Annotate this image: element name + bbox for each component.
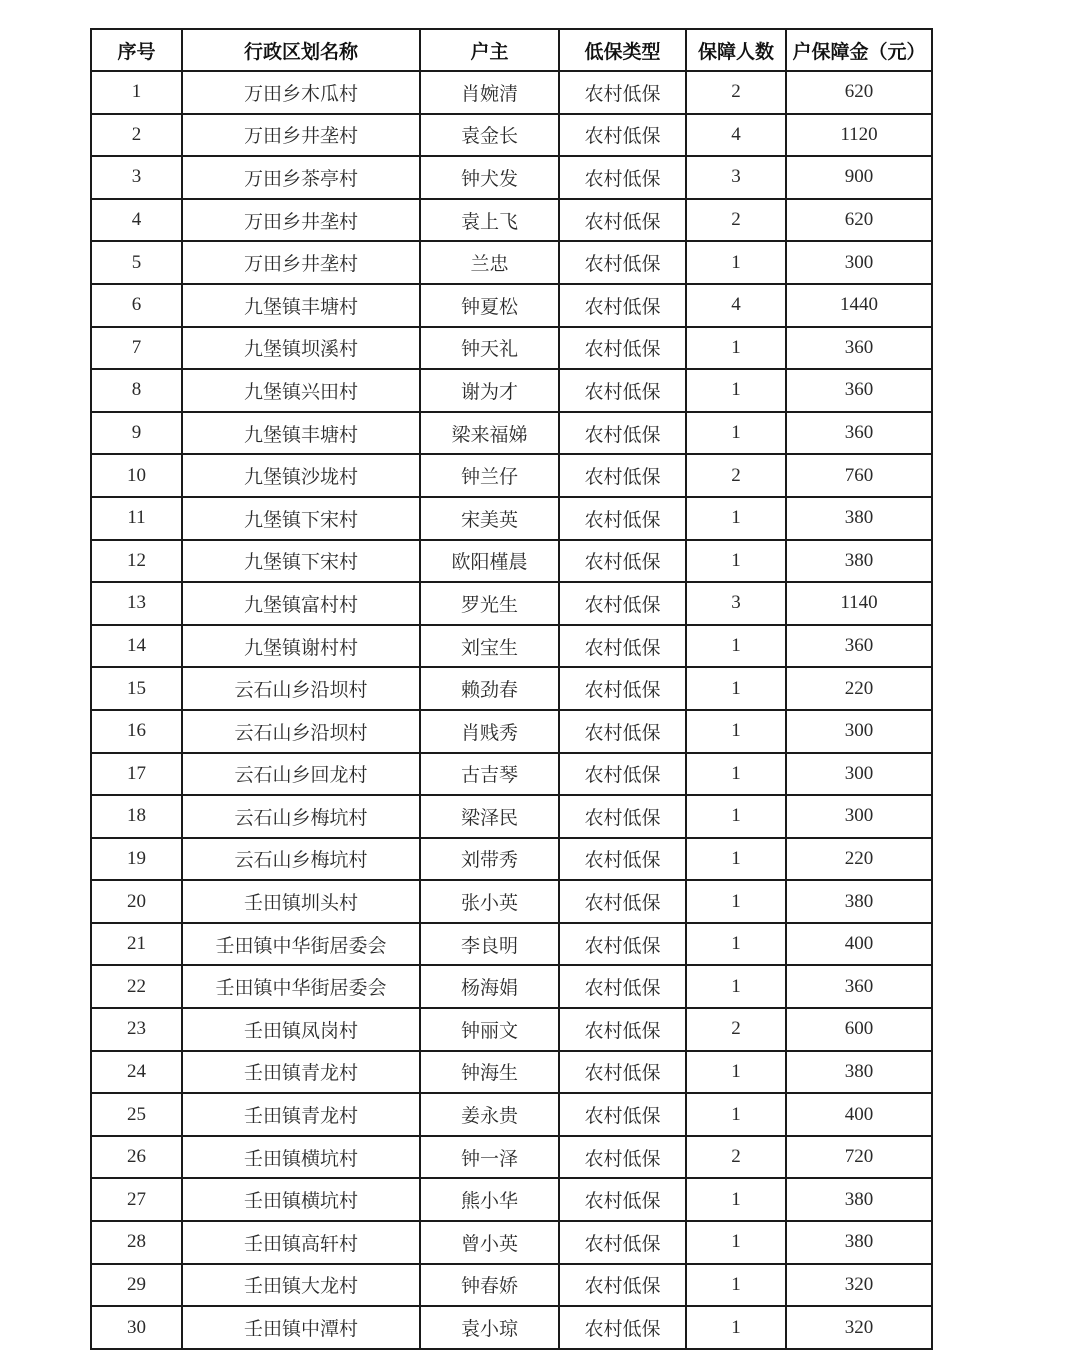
table-row [91, 795, 932, 838]
cell-covered-persons: 1 [686, 795, 786, 838]
cell-serial-number: 30 [91, 1306, 182, 1349]
cell-household-head: 钟一泽 [420, 1136, 559, 1179]
cell-serial-number: 20 [91, 880, 182, 923]
cell-admin-division: 壬田镇青龙村 [182, 1051, 420, 1094]
header-serial-number: 序号 [91, 29, 182, 71]
cell-household-amount: 300 [786, 241, 932, 284]
cell-household-amount: 400 [786, 923, 932, 966]
cell-household-head: 刘带秀 [420, 838, 559, 881]
table-row [91, 199, 932, 242]
cell-subsidy-type: 农村低保 [559, 412, 686, 455]
cell-covered-persons: 3 [686, 156, 786, 199]
cell-admin-division: 万田乡井垄村 [182, 199, 420, 242]
cell-household-amount: 220 [786, 838, 932, 881]
cell-covered-persons: 1 [686, 540, 786, 583]
cell-household-amount: 380 [786, 497, 932, 540]
cell-household-head: 李良明 [420, 923, 559, 966]
cell-subsidy-type: 农村低保 [559, 1093, 686, 1136]
cell-covered-persons: 1 [686, 1178, 786, 1221]
cell-household-head: 袁金长 [420, 114, 559, 157]
table-row [91, 1136, 932, 1179]
cell-serial-number: 12 [91, 540, 182, 583]
table-row [91, 1264, 932, 1307]
cell-serial-number: 29 [91, 1264, 182, 1307]
table-row [91, 1306, 932, 1349]
cell-covered-persons: 1 [686, 1306, 786, 1349]
cell-subsidy-type: 农村低保 [559, 667, 686, 710]
table-row [91, 1178, 932, 1221]
subsidy-table [90, 28, 933, 1350]
table-row [91, 1093, 932, 1136]
cell-household-head: 姜永贵 [420, 1093, 559, 1136]
cell-covered-persons: 1 [686, 327, 786, 370]
cell-covered-persons: 4 [686, 284, 786, 327]
cell-admin-division: 壬田镇青龙村 [182, 1093, 420, 1136]
cell-household-head: 钟海生 [420, 1051, 559, 1094]
cell-subsidy-type: 农村低保 [559, 71, 686, 114]
cell-covered-persons: 3 [686, 582, 786, 625]
cell-subsidy-type: 农村低保 [559, 710, 686, 753]
cell-covered-persons: 1 [686, 965, 786, 1008]
cell-subsidy-type: 农村低保 [559, 454, 686, 497]
cell-household-head: 肖贱秀 [420, 710, 559, 753]
cell-subsidy-type: 农村低保 [559, 880, 686, 923]
cell-household-head: 钟天礼 [420, 327, 559, 370]
table-row [91, 923, 932, 966]
cell-household-amount: 360 [786, 327, 932, 370]
cell-covered-persons: 2 [686, 454, 786, 497]
cell-covered-persons: 1 [686, 1264, 786, 1307]
cell-household-amount: 380 [786, 540, 932, 583]
cell-admin-division: 壬田镇凤岗村 [182, 1008, 420, 1051]
cell-serial-number: 26 [91, 1136, 182, 1179]
cell-serial-number: 6 [91, 284, 182, 327]
table-row [91, 284, 932, 327]
cell-serial-number: 4 [91, 199, 182, 242]
cell-subsidy-type: 农村低保 [559, 1051, 686, 1094]
cell-admin-division: 云石山乡梅坑村 [182, 795, 420, 838]
cell-household-head: 钟犬发 [420, 156, 559, 199]
table-body [91, 71, 932, 1349]
cell-household-head: 曾小英 [420, 1221, 559, 1264]
cell-subsidy-type: 农村低保 [559, 582, 686, 625]
cell-household-head: 罗光生 [420, 582, 559, 625]
cell-serial-number: 15 [91, 667, 182, 710]
cell-serial-number: 11 [91, 497, 182, 540]
cell-household-head: 钟丽文 [420, 1008, 559, 1051]
cell-serial-number: 19 [91, 838, 182, 881]
cell-subsidy-type: 农村低保 [559, 1221, 686, 1264]
cell-serial-number: 27 [91, 1178, 182, 1221]
cell-admin-division: 九堡镇下宋村 [182, 540, 420, 583]
cell-admin-division: 壬田镇中华街居委会 [182, 923, 420, 966]
cell-covered-persons: 1 [686, 1051, 786, 1094]
cell-subsidy-type: 农村低保 [559, 625, 686, 668]
cell-subsidy-type: 农村低保 [559, 497, 686, 540]
cell-subsidy-type: 农村低保 [559, 838, 686, 881]
cell-covered-persons: 1 [686, 412, 786, 455]
header-household-head: 户主 [420, 29, 559, 71]
cell-household-amount: 380 [786, 880, 932, 923]
cell-serial-number: 25 [91, 1093, 182, 1136]
table-row [91, 667, 932, 710]
cell-covered-persons: 1 [686, 880, 786, 923]
cell-serial-number: 9 [91, 412, 182, 455]
cell-household-amount: 380 [786, 1178, 932, 1221]
table-row [91, 1051, 932, 1094]
table-row [91, 540, 932, 583]
table-row [91, 454, 932, 497]
header-covered-persons: 保障人数 [686, 29, 786, 71]
cell-admin-division: 九堡镇丰塘村 [182, 412, 420, 455]
header-admin-division: 行政区划名称 [182, 29, 420, 71]
cell-household-amount: 360 [786, 369, 932, 412]
cell-covered-persons: 2 [686, 71, 786, 114]
cell-admin-division: 万田乡木瓜村 [182, 71, 420, 114]
cell-serial-number: 8 [91, 369, 182, 412]
cell-admin-division: 壬田镇高轩村 [182, 1221, 420, 1264]
cell-household-amount: 360 [786, 625, 932, 668]
cell-household-amount: 360 [786, 965, 932, 1008]
cell-admin-division: 万田乡井垄村 [182, 114, 420, 157]
cell-household-amount: 320 [786, 1264, 932, 1307]
table-row [91, 156, 932, 199]
table-row [91, 880, 932, 923]
cell-household-head: 杨海娟 [420, 965, 559, 1008]
cell-household-head: 袁上飞 [420, 199, 559, 242]
cell-household-amount: 300 [786, 710, 932, 753]
cell-serial-number: 13 [91, 582, 182, 625]
cell-household-head: 古吉琴 [420, 753, 559, 796]
cell-household-head: 钟春娇 [420, 1264, 559, 1307]
table-row [91, 327, 932, 370]
cell-household-amount: 600 [786, 1008, 932, 1051]
cell-admin-division: 云石山乡沿坝村 [182, 710, 420, 753]
cell-covered-persons: 2 [686, 199, 786, 242]
cell-household-head: 肖婉清 [420, 71, 559, 114]
cell-household-head: 刘宝生 [420, 625, 559, 668]
table-row [91, 838, 932, 881]
cell-admin-division: 壬田镇中华街居委会 [182, 965, 420, 1008]
cell-subsidy-type: 农村低保 [559, 284, 686, 327]
cell-subsidy-type: 农村低保 [559, 965, 686, 1008]
cell-serial-number: 18 [91, 795, 182, 838]
cell-admin-division: 九堡镇沙垅村 [182, 454, 420, 497]
cell-household-amount: 380 [786, 1221, 932, 1264]
cell-admin-division: 云石山乡沿坝村 [182, 667, 420, 710]
cell-admin-division: 九堡镇富村村 [182, 582, 420, 625]
table-row [91, 1008, 932, 1051]
cell-household-amount: 760 [786, 454, 932, 497]
cell-covered-persons: 1 [686, 667, 786, 710]
cell-household-head: 谢为才 [420, 369, 559, 412]
cell-household-head: 欧阳槿晨 [420, 540, 559, 583]
cell-serial-number: 21 [91, 923, 182, 966]
cell-household-head: 宋美英 [420, 497, 559, 540]
cell-admin-division: 九堡镇下宋村 [182, 497, 420, 540]
cell-admin-division: 云石山乡回龙村 [182, 753, 420, 796]
cell-serial-number: 3 [91, 156, 182, 199]
cell-household-head: 兰忠 [420, 241, 559, 284]
cell-serial-number: 10 [91, 454, 182, 497]
header-household-amount: 户保障金（元） [786, 29, 932, 71]
table-row [91, 625, 932, 668]
table-row [91, 965, 932, 1008]
cell-subsidy-type: 农村低保 [559, 327, 686, 370]
cell-household-amount: 300 [786, 753, 932, 796]
cell-admin-division: 九堡镇丰塘村 [182, 284, 420, 327]
cell-covered-persons: 1 [686, 753, 786, 796]
cell-household-amount: 1440 [786, 284, 932, 327]
cell-serial-number: 5 [91, 241, 182, 284]
cell-serial-number: 17 [91, 753, 182, 796]
cell-serial-number: 23 [91, 1008, 182, 1051]
table-row [91, 1221, 932, 1264]
table-row [91, 710, 932, 753]
cell-serial-number: 28 [91, 1221, 182, 1264]
cell-serial-number: 16 [91, 710, 182, 753]
cell-serial-number: 1 [91, 71, 182, 114]
table-row [91, 753, 932, 796]
table-row [91, 412, 932, 455]
cell-admin-division: 壬田镇横坑村 [182, 1178, 420, 1221]
cell-household-amount: 320 [786, 1306, 932, 1349]
cell-household-head: 赖劲春 [420, 667, 559, 710]
cell-covered-persons: 1 [686, 1093, 786, 1136]
cell-covered-persons: 2 [686, 1008, 786, 1051]
cell-subsidy-type: 农村低保 [559, 923, 686, 966]
cell-household-head: 钟兰仔 [420, 454, 559, 497]
cell-household-head: 梁来福娣 [420, 412, 559, 455]
cell-subsidy-type: 农村低保 [559, 1008, 686, 1051]
cell-admin-division: 九堡镇谢村村 [182, 625, 420, 668]
cell-covered-persons: 1 [686, 710, 786, 753]
cell-household-head: 钟夏松 [420, 284, 559, 327]
cell-admin-division: 九堡镇兴田村 [182, 369, 420, 412]
cell-subsidy-type: 农村低保 [559, 1178, 686, 1221]
table-row [91, 497, 932, 540]
cell-covered-persons: 1 [686, 923, 786, 966]
cell-admin-division: 壬田镇圳头村 [182, 880, 420, 923]
cell-serial-number: 22 [91, 965, 182, 1008]
cell-household-amount: 400 [786, 1093, 932, 1136]
cell-household-head: 张小英 [420, 880, 559, 923]
cell-covered-persons: 4 [686, 114, 786, 157]
table-row [91, 241, 932, 284]
cell-household-amount: 900 [786, 156, 932, 199]
cell-admin-division: 壬田镇横坑村 [182, 1136, 420, 1179]
cell-covered-persons: 1 [686, 838, 786, 881]
header-subsidy-type: 低保类型 [559, 29, 686, 71]
cell-subsidy-type: 农村低保 [559, 369, 686, 412]
cell-household-amount: 1120 [786, 114, 932, 157]
cell-household-amount: 380 [786, 1051, 932, 1094]
cell-admin-division: 壬田镇大龙村 [182, 1264, 420, 1307]
cell-covered-persons: 1 [686, 497, 786, 540]
cell-admin-division: 九堡镇坝溪村 [182, 327, 420, 370]
cell-subsidy-type: 农村低保 [559, 199, 686, 242]
cell-household-head: 梁泽民 [420, 795, 559, 838]
table-row [91, 582, 932, 625]
cell-subsidy-type: 农村低保 [559, 1264, 686, 1307]
cell-covered-persons: 1 [686, 1221, 786, 1264]
cell-household-amount: 1140 [786, 582, 932, 625]
cell-admin-division: 云石山乡梅坑村 [182, 838, 420, 881]
cell-admin-division: 壬田镇中潭村 [182, 1306, 420, 1349]
cell-household-amount: 220 [786, 667, 932, 710]
table-header-row [91, 29, 932, 71]
cell-covered-persons: 1 [686, 241, 786, 284]
cell-household-head: 袁小琼 [420, 1306, 559, 1349]
cell-household-head: 熊小华 [420, 1178, 559, 1221]
cell-subsidy-type: 农村低保 [559, 114, 686, 157]
cell-admin-division: 万田乡茶亭村 [182, 156, 420, 199]
cell-household-amount: 300 [786, 795, 932, 838]
cell-serial-number: 2 [91, 114, 182, 157]
cell-household-amount: 620 [786, 199, 932, 242]
cell-subsidy-type: 农村低保 [559, 1306, 686, 1349]
cell-subsidy-type: 农村低保 [559, 241, 686, 284]
cell-household-amount: 620 [786, 71, 932, 114]
cell-serial-number: 7 [91, 327, 182, 370]
cell-covered-persons: 1 [686, 369, 786, 412]
cell-subsidy-type: 农村低保 [559, 1136, 686, 1179]
cell-subsidy-type: 农村低保 [559, 753, 686, 796]
table-row [91, 369, 932, 412]
subsidy-table-container [90, 28, 931, 1350]
cell-admin-division: 万田乡井垄村 [182, 241, 420, 284]
cell-subsidy-type: 农村低保 [559, 540, 686, 583]
cell-covered-persons: 2 [686, 1136, 786, 1179]
cell-subsidy-type: 农村低保 [559, 795, 686, 838]
table-row [91, 114, 932, 157]
cell-household-amount: 360 [786, 412, 932, 455]
cell-serial-number: 14 [91, 625, 182, 668]
table-row [91, 71, 932, 114]
cell-serial-number: 24 [91, 1051, 182, 1094]
cell-covered-persons: 1 [686, 625, 786, 668]
cell-household-amount: 720 [786, 1136, 932, 1179]
cell-subsidy-type: 农村低保 [559, 156, 686, 199]
